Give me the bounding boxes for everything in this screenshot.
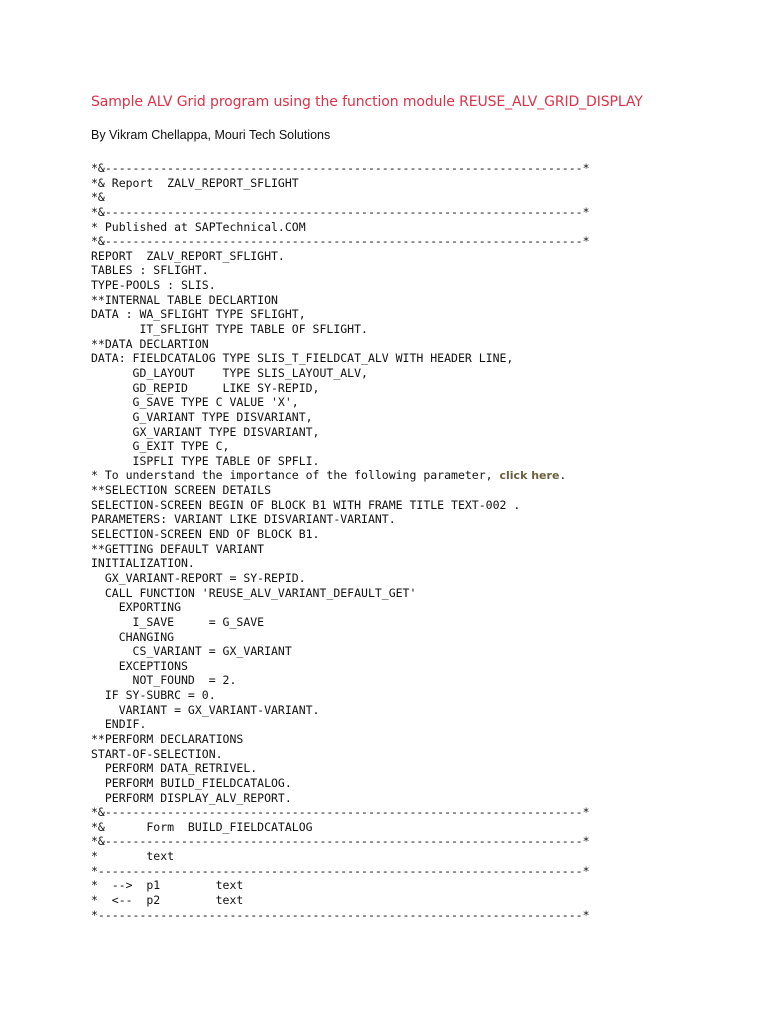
code-line-text: IT_SFLIGHT TYPE TABLE OF SFLIGHT.	[91, 322, 368, 337]
code-line	[91, 395, 590, 410]
code-line-text: *&---------------------------------------------------------------------*	[91, 204, 590, 219]
code-line	[91, 527, 590, 542]
code-line-text: GD_REPID LIKE SY-REPID,	[91, 380, 320, 395]
code-line-text: VARIANT = GX_VARIANT-VARIANT.	[91, 702, 320, 717]
code-line	[91, 366, 590, 381]
code-line-text: ISPFLI TYPE TABLE OF SPFLI.	[91, 453, 320, 468]
code-line-text: G_SAVE TYPE C VALUE 'X',	[91, 395, 299, 410]
code-line-text: *&	[91, 190, 105, 205]
code-line	[91, 249, 590, 264]
code-line	[91, 220, 590, 235]
code-line-text: I_SAVE = G_SAVE	[91, 614, 265, 629]
code-line-text: INITIALIZATION.	[91, 556, 195, 571]
code-line	[91, 630, 590, 645]
code-line-text: **GETTING DEFAULT VARIANT	[91, 541, 265, 556]
code-line-text: **INTERNAL TABLE DECLARTION	[91, 292, 278, 307]
code-line	[91, 659, 590, 674]
code-line	[91, 791, 590, 806]
code-line	[91, 761, 590, 776]
code-line-text: ENDIF.	[91, 717, 147, 732]
code-line	[91, 747, 590, 762]
code-line-text: TYPE-POOLS : SLIS.	[91, 278, 216, 293]
code-line	[91, 600, 590, 615]
code-line-text: EXPORTING	[91, 600, 182, 615]
code-line	[91, 293, 590, 308]
code-line	[91, 834, 590, 849]
code-line-text: CS_VARIANT = GX_VARIANT	[91, 644, 292, 659]
code-line-text: GX_VARIANT-REPORT = SY-REPID.	[91, 570, 306, 585]
code-line	[91, 893, 590, 908]
code-line	[91, 498, 590, 513]
code-line	[91, 688, 590, 703]
code-line	[91, 556, 590, 571]
code-line-text: * <-- p2 text	[91, 893, 244, 908]
code-line-text: REPORT ZALV_REPORT_SFLIGHT.	[91, 248, 285, 263]
code-line-text: SELECTION-SCREEN BEGIN OF BLOCK B1 WITH FRAME TITLE TEXT-002 .	[91, 497, 521, 512]
code-line	[91, 864, 590, 879]
code-line-text: DATA : WA_SFLIGHT TYPE SFLIGHT,	[91, 307, 306, 322]
code-line	[91, 512, 590, 527]
code-line-text: GD_LAYOUT TYPE SLIS_LAYOUT_ALV,	[91, 365, 368, 380]
code-line	[91, 673, 590, 688]
code-line	[91, 717, 590, 732]
code-line	[91, 176, 590, 191]
code-line-text: *&---------------------------------------------------------------------*	[91, 805, 590, 820]
code-line	[91, 337, 590, 352]
code-line-text: * To understand the importance of the following parameter,	[91, 468, 500, 483]
code-line-text: DATA: FIELDCATALOG TYPE SLIS_T_FIELDCAT_ALV WITH HEADER LINE,	[91, 351, 514, 366]
code-line-text: SELECTION-SCREEN END OF BLOCK B1.	[91, 527, 320, 542]
author-byline: By Vikram Chellappa, Mouri Tech Solutions	[91, 128, 331, 142]
code-line-text: *& Form BUILD_FIELDCATALOG	[91, 819, 313, 834]
code-line	[91, 454, 590, 469]
code-line-text: *& Report ZALV_REPORT_SFLIGHT	[91, 175, 299, 190]
code-line	[91, 586, 590, 601]
code-line-text: * text	[91, 849, 175, 864]
code-line	[91, 468, 590, 483]
code-line	[91, 805, 590, 820]
code-line-text: G_VARIANT TYPE DISVARIANT,	[91, 409, 313, 424]
code-line-text: PARAMETERS: VARIANT LIKE DISVARIANT-VARIANT.	[91, 512, 396, 527]
code-line	[91, 278, 590, 293]
code-line	[91, 190, 590, 205]
code-line-text: TABLES : SFLIGHT.	[91, 263, 209, 278]
code-line-text: START-OF-SELECTION.	[91, 746, 223, 761]
code-line-text: **DATA DECLARTION	[91, 336, 209, 351]
code-line	[91, 410, 590, 425]
code-line-text: IF SY-SUBRC = 0.	[91, 688, 216, 703]
code-line-text: EXCEPTIONS	[91, 658, 188, 673]
code-line-text: *&---------------------------------------------------------------------*	[91, 161, 590, 175]
code-line-text: PERFORM DISPLAY_ALV_REPORT.	[91, 790, 292, 805]
code-line	[91, 351, 590, 366]
code-line-text: *&---------------------------------------------------------------------*	[91, 834, 590, 849]
code-line-text: G_EXIT TYPE C,	[91, 439, 230, 454]
code-line-text: PERFORM DATA_RETRIVEL.	[91, 761, 258, 776]
code-line	[91, 542, 590, 557]
page-title: Sample ALV Grid program using the function module REUSE_ALV_GRID_DISPLAY	[91, 94, 643, 110]
code-line-text: *----------------------------------------------------------------------*	[91, 907, 590, 922]
code-line	[91, 644, 590, 659]
code-line	[91, 234, 590, 249]
code-line-text: GX_VARIANT TYPE DISVARIANT,	[91, 424, 320, 439]
code-line	[91, 908, 590, 923]
code-line	[91, 161, 590, 176]
code-line	[91, 307, 590, 322]
code-line	[91, 263, 590, 278]
code-line	[91, 483, 590, 498]
code-line-text: CHANGING	[91, 629, 175, 644]
code-line-text: *&---------------------------------------------------------------------*	[91, 234, 590, 249]
code-line-text: * Published at SAPTechnical.COM	[91, 219, 306, 234]
click-here-link[interactable]: click here	[499, 469, 560, 483]
code-line	[91, 439, 590, 454]
code-line	[91, 205, 590, 220]
code-line	[91, 425, 590, 440]
code-line-text: NOT_FOUND = 2.	[91, 673, 237, 688]
code-line-text: CALL FUNCTION 'REUSE_ALV_VARIANT_DEFAULT_GET'	[91, 585, 417, 600]
code-listing	[91, 161, 590, 922]
link-suffix: .	[559, 468, 567, 483]
code-line-text: **SELECTION SCREEN DETAILS	[91, 483, 272, 498]
code-line-text: * --> p1 text	[91, 878, 244, 893]
code-line	[91, 571, 590, 586]
code-line	[91, 381, 590, 396]
code-line	[91, 322, 590, 337]
code-line-text: PERFORM BUILD_FIELDCATALOG.	[91, 775, 292, 790]
code-line	[91, 776, 590, 791]
code-line	[91, 820, 590, 835]
code-line-text: *----------------------------------------------------------------------*	[91, 863, 590, 878]
code-line	[91, 703, 590, 718]
code-line	[91, 732, 590, 747]
code-line-text: **PERFORM DECLARATIONS	[91, 731, 244, 746]
code-line	[91, 878, 590, 893]
code-line	[91, 615, 590, 630]
code-line	[91, 849, 590, 864]
